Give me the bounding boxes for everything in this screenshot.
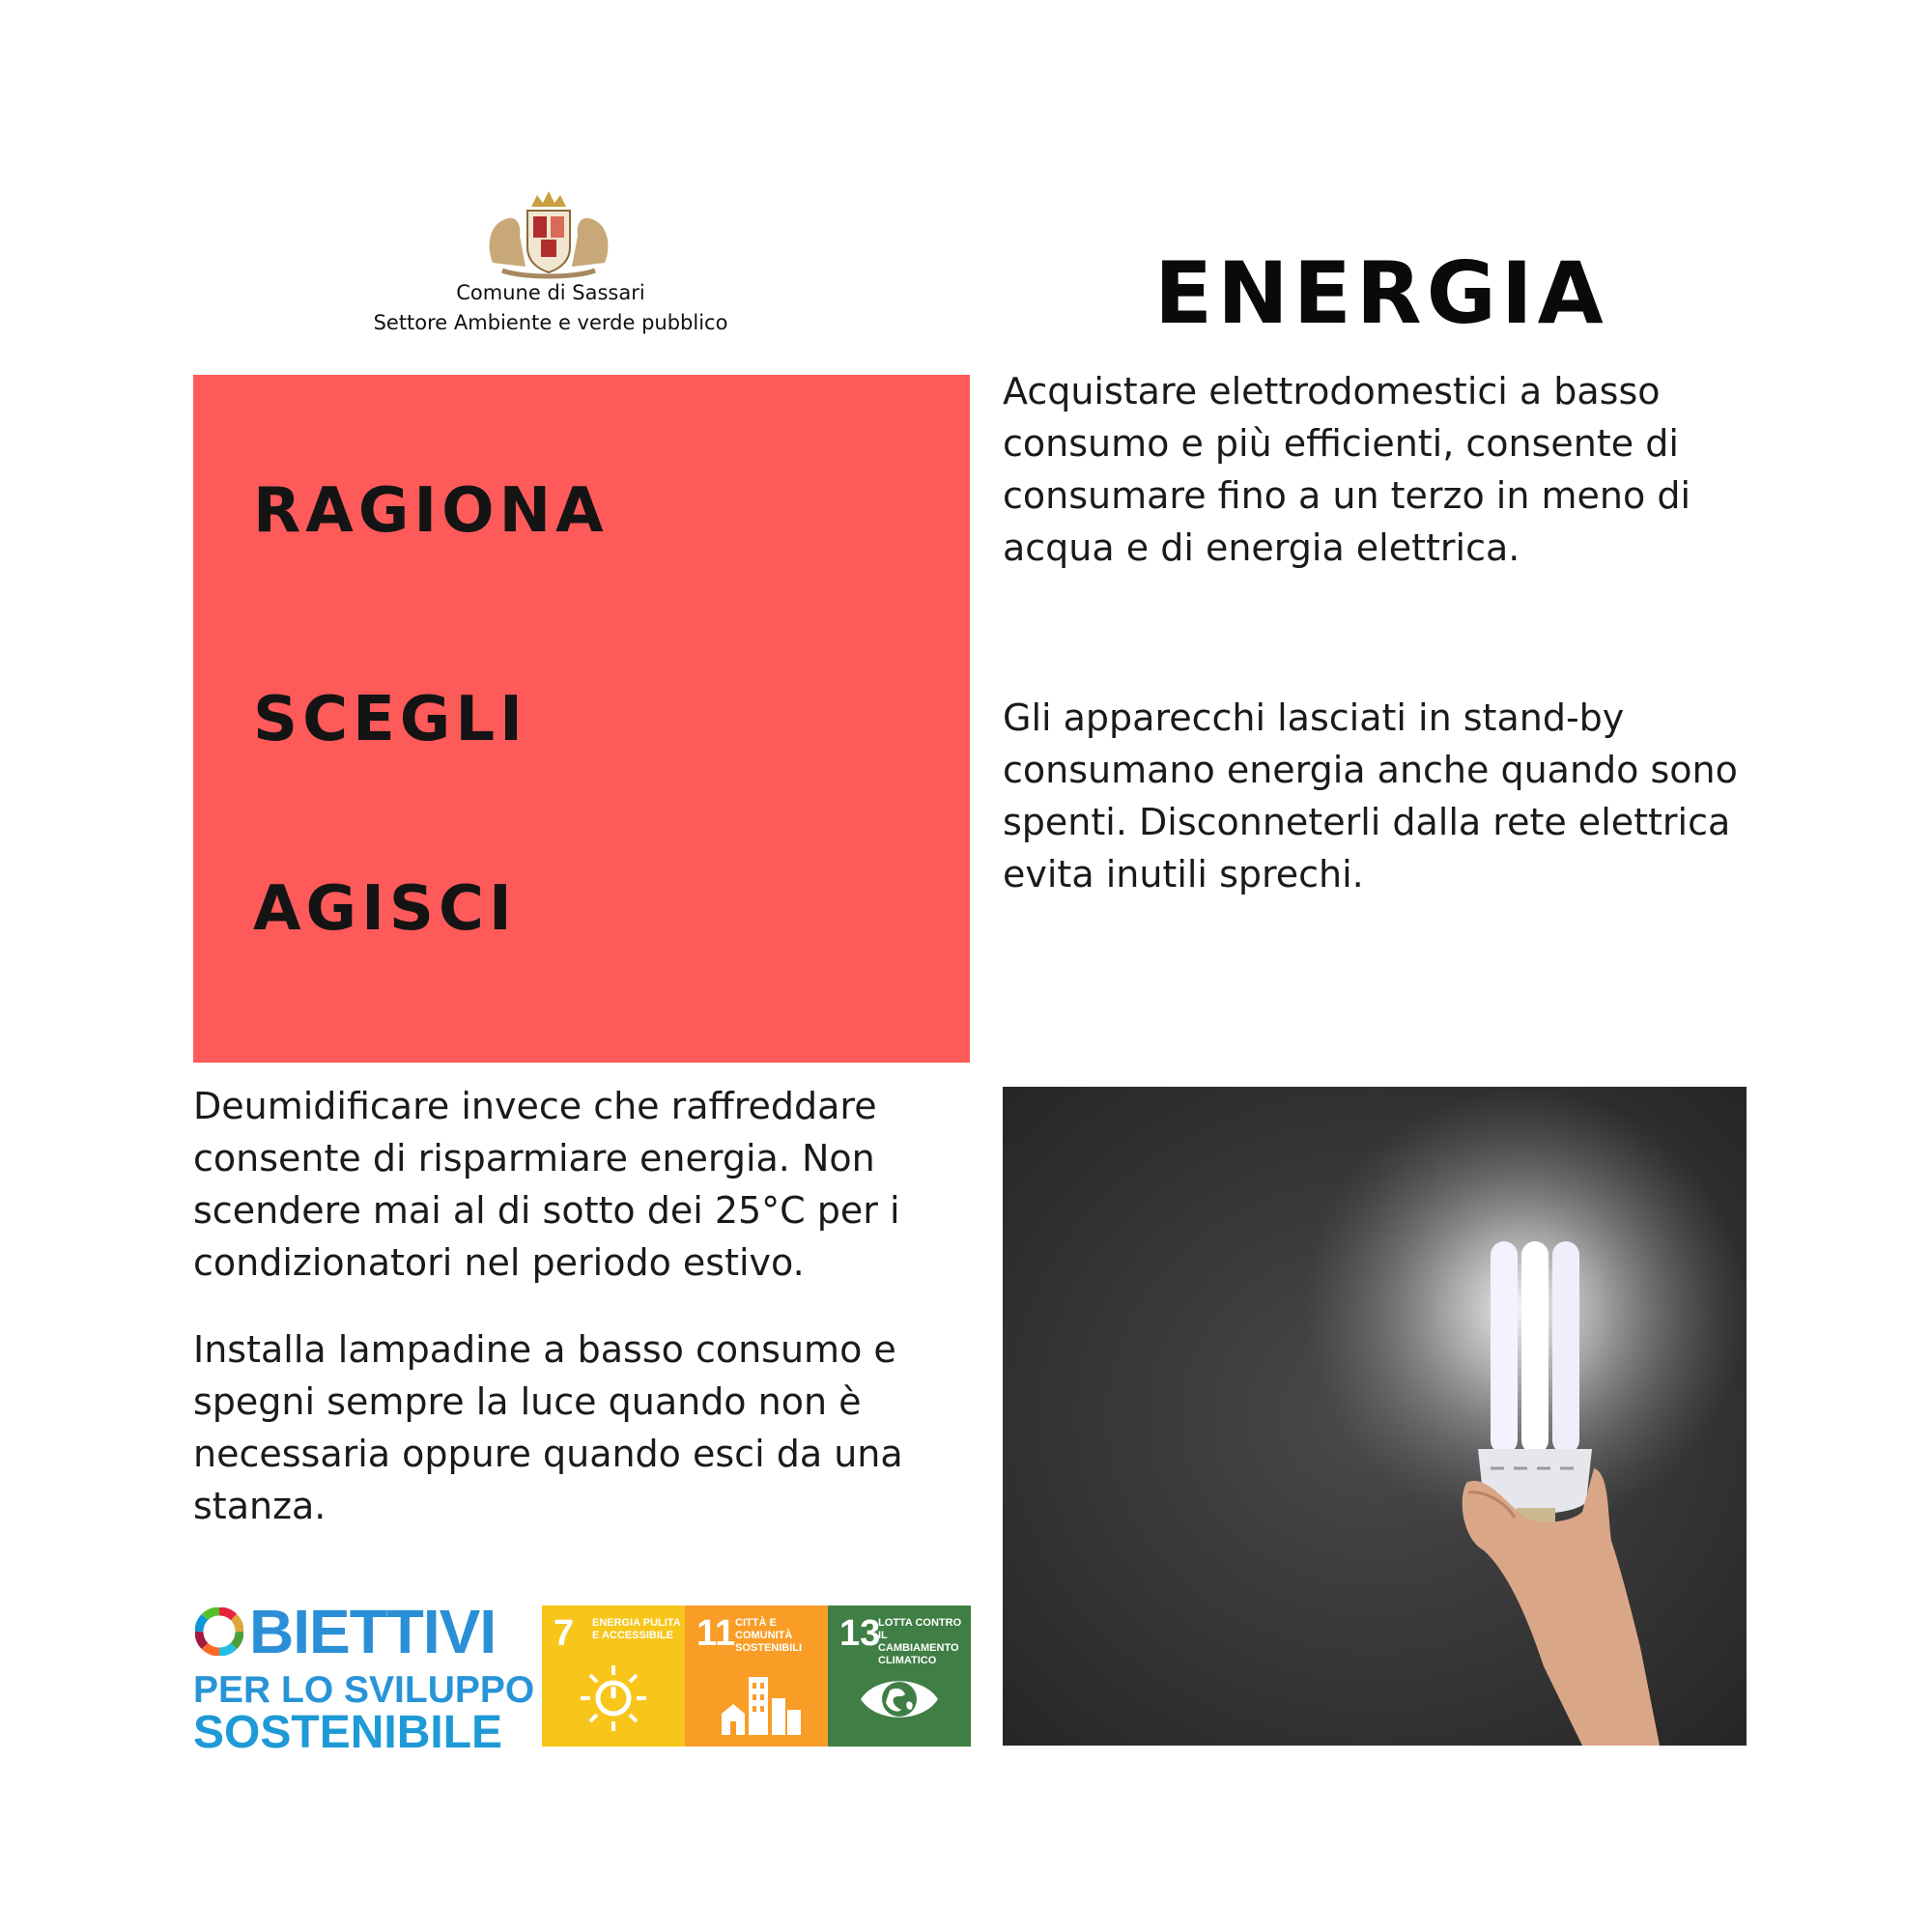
eye-globe-icon: [859, 1665, 940, 1733]
tip-dehumidify: Deumidificare invece che raffreddare consente di risparmiare energia. Non scendere mai al di sotto dei 25°C per i condizionatori nel periodo estivo.: [193, 1085, 900, 1284]
goal-number: 11: [696, 1613, 736, 1654]
goal-label: ENERGIA PULITA E ACCESSIBILE: [592, 1617, 681, 1641]
tip-light-bulbs: Installa lampadine a basso consumo e spegni sempre la luce quando non è necessaria oppure quando esci da una stanza.: [193, 1328, 903, 1527]
tip-standby: Gli apparecchi lasciati in stand-by consumano energia anche quando sono spenti. Disconneterli dalla rete elettrica evita inutili sprechi.: [1003, 696, 1738, 895]
light-bulb-photo: [1003, 1087, 1747, 1746]
tip-appliances: Acquistare elettrodomestici a basso consumo e più efficienti, consente di consumare fino a un terzo in meno di acqua e di energia elettrica.: [1003, 370, 1690, 569]
page-title: ENERGIA: [1154, 243, 1608, 343]
sun-power-icon: [575, 1660, 652, 1737]
sdg-goal-11-tile: [685, 1605, 828, 1747]
org-line-1: Comune di Sassari: [456, 281, 645, 304]
org-line-2: Settore Ambiente e verde pubblico: [373, 311, 728, 334]
goal-label: LOTTA CONTRO IL CAMBIAMENTO CLIMATICO: [878, 1617, 962, 1666]
sdg-logo: [193, 1597, 535, 1758]
motto-word-ragiona: RAGIONA: [253, 475, 609, 547]
organization-name: [328, 278, 773, 338]
goal-number: 13: [839, 1613, 881, 1654]
motto-word-scegli: SCEGLI: [253, 684, 527, 755]
city-buildings-icon: [718, 1660, 805, 1737]
sdg-goal-13-tile: [828, 1605, 971, 1747]
sdg-logo-line-1: BIETTIVI: [249, 1597, 497, 1666]
motto-panel: [193, 375, 970, 1063]
coat-of-arms-logo: [483, 185, 614, 282]
motto-word-agisci: AGISCI: [253, 873, 517, 945]
goal-label: CITTÀ E COMUNITÀ SOSTENIBILI: [735, 1617, 803, 1654]
sdg-logo-line-3: SOSTENIBILE: [193, 1707, 503, 1758]
goal-number: 7: [554, 1613, 575, 1654]
sdg-logo-line-2: PER LO SVILUPPO: [193, 1669, 535, 1711]
sdg-wheel-icon: [195, 1607, 243, 1656]
sdg-goal-7-tile: [542, 1605, 685, 1747]
